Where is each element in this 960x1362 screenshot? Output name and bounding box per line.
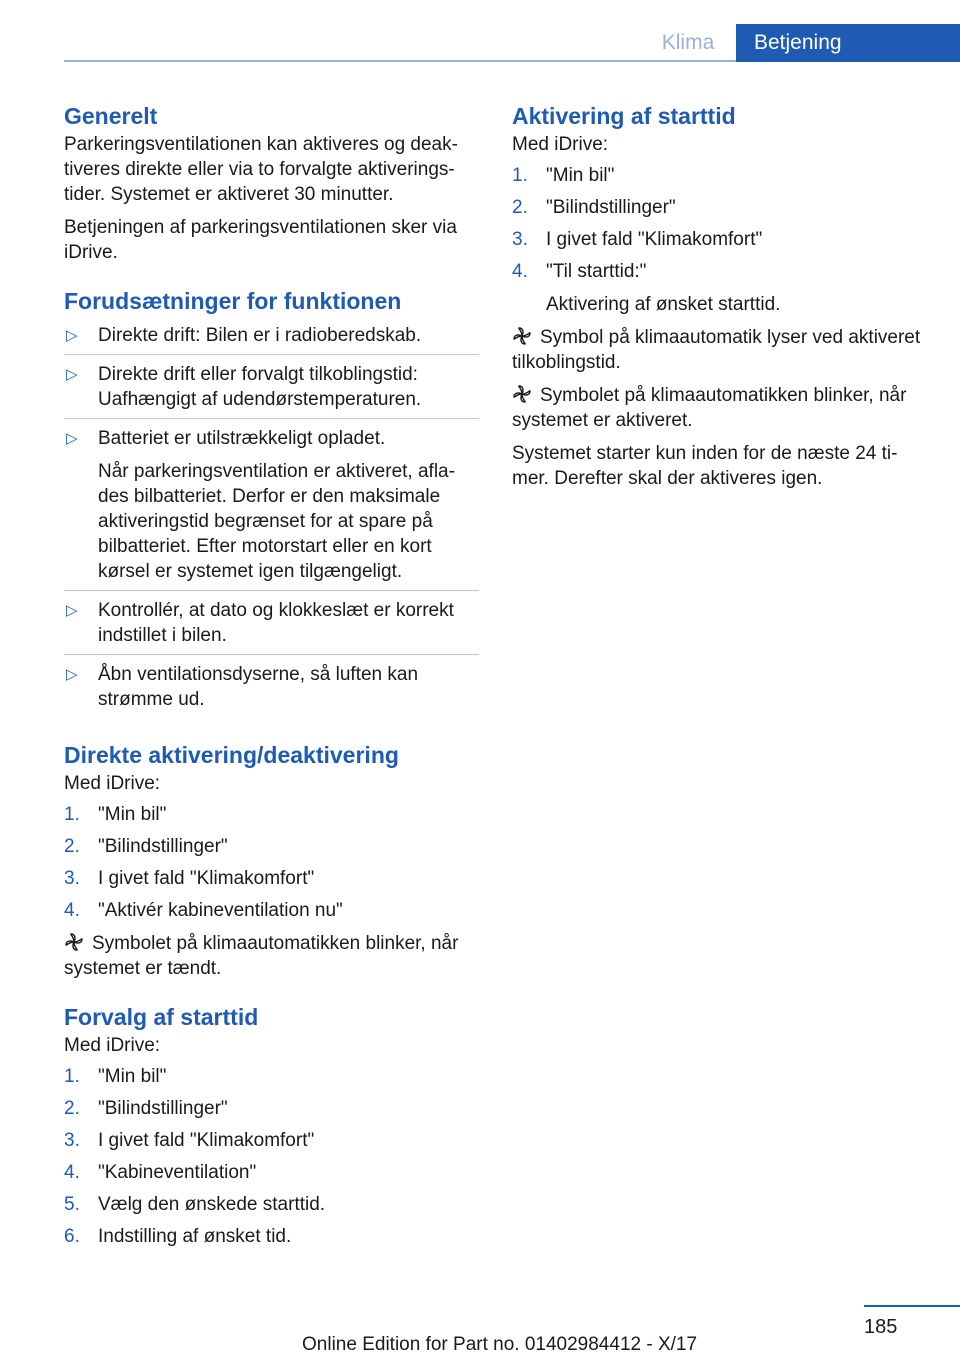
left-column bbox=[64, 100, 479, 1256]
heading-direkte-aktivering: Direkte aktivering/deaktivering bbox=[64, 742, 399, 768]
heading-forvalg: Forvalg af starttid bbox=[64, 1004, 259, 1030]
step-number: 3. bbox=[64, 1130, 80, 1151]
list-item: ▷ Direkte drift: Bilen er i radioberedskab. bbox=[64, 323, 479, 355]
intro-text: Med iDrive: bbox=[64, 1035, 161, 1056]
step-number: 1. bbox=[512, 165, 528, 186]
intro-text: Med iDrive: bbox=[512, 134, 609, 155]
list-item-detail: Når parkeringsventilation er aktiveret, aflades bilbatteriet. Derfor er den maksimale aktiveringstid begrænset for at spare på bilbatteriet. Efter motorstart eller en kort kørsel er systemet igen tilgængeligt. bbox=[98, 461, 455, 582]
steps-list bbox=[64, 1064, 479, 1249]
fan-icon bbox=[512, 326, 532, 346]
paragraph-generelt-1: Parkeringsventilationen kan aktiveres og deaktiveres direkte eller via to forvalgte aktiveringstider. Systemet er aktiveret 30 minutter. bbox=[64, 134, 458, 205]
step-number: 5. bbox=[64, 1194, 80, 1215]
edition-footer: Online Edition for Part no. 01402984412 - X/17 bbox=[302, 1334, 698, 1355]
list-item: 1. "Min bil" bbox=[64, 804, 167, 825]
list-item: 3. I givet fald "Klimakomfort" bbox=[64, 1130, 315, 1151]
triangle-bullet-icon: ▷ bbox=[66, 366, 78, 383]
step-number: 2. bbox=[64, 1098, 80, 1119]
steps-list bbox=[64, 802, 479, 923]
step-number: 1. bbox=[64, 804, 80, 825]
fan-note: Symbolet på klimaautomatikken blinker, når systemet er tændt. bbox=[64, 933, 459, 979]
requirements-list bbox=[64, 323, 479, 719]
heading-aktivering-starttid: Aktivering af starttid bbox=[512, 103, 736, 129]
step-number: 3. bbox=[64, 868, 80, 889]
list-item: 4. "Til starttid:" Aktivering af ønsket starttid. bbox=[512, 259, 927, 317]
step-number: 4. bbox=[64, 1162, 80, 1183]
triangle-bullet-icon: ▷ bbox=[66, 602, 78, 619]
tab-klima[interactable]: Klima bbox=[661, 31, 715, 54]
list-item: 2. "Bilindstillinger" bbox=[512, 197, 676, 218]
list-item: ▷ Åbn ventilationsdyserne, så luften kan strømme ud. bbox=[66, 664, 419, 710]
list-item-detail: Aktivering af ønsket starttid. bbox=[546, 294, 781, 315]
list-item: ▷ Batteriet er utilstrækkeligt opladet. Når parkeringsventilation er aktiveret, aflades bilbatteriet. Derfor er den maksimale aktiveringstid begrænset for at spare på bilbatteriet. Efter motorstart eller en kort kørsel er systemet igen tilgængeligt. bbox=[64, 426, 479, 591]
list-item: 3. I givet fald "Klimakomfort" bbox=[512, 229, 763, 250]
list-item: 6. Indstilling af ønsket tid. bbox=[64, 1226, 292, 1247]
step-number: 4. bbox=[64, 900, 80, 921]
steps-list bbox=[512, 163, 927, 317]
paragraph-generelt-2: Betjeningen af parkeringsventilationen sker via iDrive. bbox=[64, 217, 457, 263]
list-item: 1. "Min bil" bbox=[512, 165, 615, 186]
list-item: 2. "Bilindstillinger" bbox=[64, 836, 228, 857]
step-number: 2. bbox=[64, 836, 80, 857]
list-item: 4. "Aktivér kabineventilation nu" bbox=[64, 900, 343, 921]
list-item: 5. Vælg den ønskede starttid. bbox=[64, 1194, 326, 1215]
step-number: 4. bbox=[512, 261, 528, 282]
footer-rule bbox=[864, 1305, 960, 1307]
list-item: ▷ Kontrollér, at dato og klokkeslæt er korrekt indstillet i bilen. bbox=[64, 598, 479, 655]
triangle-bullet-icon: ▷ bbox=[66, 327, 78, 344]
intro-text: Med iDrive: bbox=[64, 773, 161, 794]
tab-betjening[interactable]: Betjening bbox=[736, 24, 960, 62]
list-item: 4. "Kabineventilation" bbox=[64, 1162, 257, 1183]
list-item: 3. I givet fald "Klimakomfort" bbox=[64, 868, 315, 889]
right-column bbox=[512, 100, 927, 491]
triangle-bullet-icon: ▷ bbox=[66, 430, 78, 447]
closing-text: Systemet starter kun inden for de næste 24 timer. Derefter skal der aktiveres igen. bbox=[512, 443, 898, 489]
page-number: 185 bbox=[864, 1316, 898, 1338]
list-item: ▷ Direkte drift eller forvalgt tilkoblingstid: Uafhængigt af udendørstemperaturen. bbox=[64, 362, 479, 419]
fan-icon bbox=[64, 932, 84, 952]
step-number: 1. bbox=[64, 1066, 80, 1087]
list-item: 1. "Min bil" bbox=[64, 1066, 167, 1087]
fan-note: Symbol på klimaautomatik lyser ved aktiveret tilkoblingstid. bbox=[512, 327, 921, 373]
heading-generelt: Generelt bbox=[64, 103, 158, 129]
heading-forudsaetninger: Forudsætninger for funktionen bbox=[64, 288, 402, 314]
fan-icon bbox=[512, 384, 532, 404]
triangle-bullet-icon: ▷ bbox=[66, 666, 78, 683]
list-item: 2. "Bilindstillinger" bbox=[64, 1098, 228, 1119]
step-number: 2. bbox=[512, 197, 528, 218]
fan-note: Symbolet på klimaautomatikken blinker, når systemet er aktiveret. bbox=[512, 385, 907, 431]
step-number: 6. bbox=[64, 1226, 80, 1247]
step-number: 3. bbox=[512, 229, 528, 250]
